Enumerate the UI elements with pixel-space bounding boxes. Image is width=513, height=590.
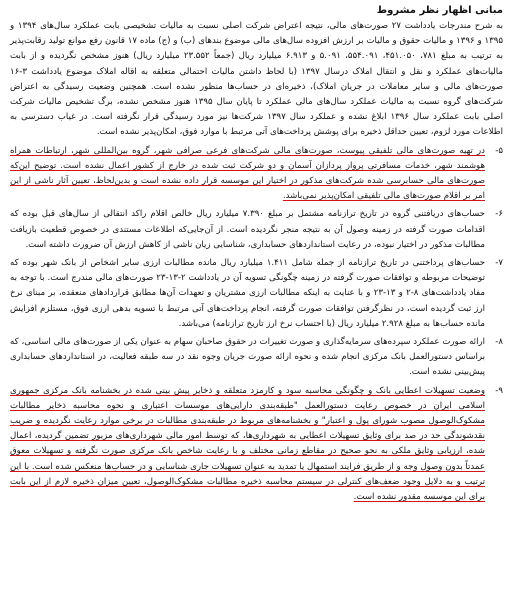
item-text: ارائه صورت عملکرد سپرده‌های سرمایه‌گذاری و صورت تغییرات در حقوق صاحبان سهام به عنوان یکی از صورت‌های مالی اساسی، که براساس دستورالعمل بانک مرکزی انجام شده و نحوه ارائه صورت جریان وجوه نقد در سه طبقه فعالیت، در استانداردهای حسابداری پیش‌بینی نشده است. [10,337,485,378]
finding-item-6 [10,207,503,253]
item-text: وضعیت تسهیلات اعطایی بانک و چگونگی محاسبه سود و کارمزد متعلقه و ذخایر پیش بینی شده در بخشنامه بانک مرکزی جمهوری اسلامی ایران در خصوص رعایت دستورالعمل "طبقه‌بندی دارایی‌های موسسات اعتباری و نحوه محاسبه ذخایر مطالبات مشکوک‌الوصول مصوب شورای پول و اعتبار" و بخشنامه‌های مربوط در طبقه‌بندی مطالبات در برخی موارد رعایت نگردیده و ضریب نقدشوندگی حد در صد برای وثایق تسهیلات اعطایی به شهرداری‌ها، که توسط امور مالی شهرداری‌های مزبور تضمین گردیده، اعمال شده، ارزیابی وثایق ملکی به نحو صحیح در مقاطع زمانی مختلف و با رعایت شاخص بانک مرکزی صورت نگرفته و تسهیلات معوق عمدتاً بدون وصول وجه و از طریق فرایند استمهال یا تمدید به عنوان تسهیلات جاری شناسایی و در حساب‌ها منعکس شده است. با این ترتیب و به دلایل وجود ضعف‌های کنترلی در سیستم محاسبه ذخیره مطالبات مشکوک‌الوصول، تعیین میزان ذخیره لازم از این بابت برای این موسسه مقدور نشده است. [10,385,485,503]
finding-item-9 [10,384,503,506]
item-number: ۶- [495,209,503,220]
finding-item-8 [10,335,503,381]
item-number: ۵- [495,145,503,156]
intro-paragraph: به شرح مندرجات یادداشت ۲۷ صورت‌های مالی، نتیجه اعتراض شرکت اصلی نسبت به مالیات تشخیصی بابت عملکرد سال‌های ۱۳۹۴ و ۱۳۹۵ و ۱۳۹۶ و مالیات حقوق و مالیات بر ارزش افزوده سال‌های مالی موضوع بندهای (ب) و (ج) ماده ۱۷ قانون رفع موانع تولید رقابت‌پذیر به ترتیب به مبلغ ۷۸۱، ۴۵۱.۰۵۰، ۵۵۴.۰۹۱، ۵.۰۹۱ و ۶.۹۱۳ میلیارد ریال (جمعاً ۲۳.۵۵۲ میلیارد ریال) هنوز مشخص نگردیده و از بابت مالیات‌های عملکرد و نقل و انتقال املاک درسال ۱۳۹۷ (با لحاظ داشتن مالیات احتمالی متعلقه به اقاله املاک موضوع یادداشت ۳-۱۶ صورت‌های مالی و سایر معاملات در جریان املاک)، ذخیره‌ای در حساب‌ها منظور نشده است. همچنین وضعیت رسیدگی به اعتراض شرکت‌های گروه نسبت به مالیات عملکرد سال‌های مالی عملکرد تا پایان سال ۱۳۹۵ هنوز مشخص نشده، برگ تشخیص مالیات شرکت اصلی بابت عملکرد سال ۱۳۹۶ ابلاغ نشده و عملکرد سال ۱۳۹۷ شرکت‌ها نیز مورد رسیدگی قرار نگرفته است. در غیاب دسترسی به اطلاعات مورد لزوم، تعیین حداقل ذخیره برای پوشش پرداخت‌های آتی مرتبط با موارد فوق، امکان‌پذیر نشده است. [10,21,504,138]
item-number: ۷- [495,258,503,269]
finding-item-7 [10,256,503,332]
item-number: ۹- [495,385,503,396]
item-text: حساب‌های پرداختنی در تاریخ ترازنامه از جمله شامل ۱.۴۱۱ میلیارد ریال مانده مطالبات ارزی سایر اشخاص از بانک شهر بوده که توضیحات مربوطه و توافقات صورت گرفته در زمینه چگونگی تسویه آن در یادداشت ۲-۱۳-۲۳ صورت‌های مالی مندرج است. با توجه به مفاد یادداشت‌های ۸-۲ و ۱۳-۲۳ و با عنایت به اینکه مطالبات ارزی مشتریان و تعهدات آن‌ها مطابق قراردادهای منعقده، بر مبنای نرخ ارز ثبت گردیده است، در نظرگرفتن توافقات صورت گرفته، انجام پرداخت‌های آتی مرتبط با تسویه بدهی ارزی فوق، مستلزم افزایش مانده حساب‌ها به مبلغ ۲.۹۲۸ میلیارد ریال (با احتساب نرخ ارز تاریخ ترازنامه) می‌باشد. [10,258,486,329]
section-heading: مبانی اظهار نظر مشروط [376,5,503,16]
item-text: حساب‌های دریافتنی گروه در تاریخ ترازنامه مشتمل بر مبلغ ۷.۳۹۰ میلیارد ریال خالص اقلام راکد انتقالی از سال‌های قبل بوده که اقدامات صورت گرفته در زمینه وصول آن به نتیجه منجر نگردیده است. از آن‌جایی‌که اطلاعات مستندی در خصوص قطعیت بازیافت مطالبات مذکور در اختیار نبوده، در رعایت استانداردهای حسابداری، شناسایی زیان ناشی از کاهش ارزش آن ضرورت داشته است. [10,209,485,250]
finding-item-5 [10,144,503,205]
item-number: ۸- [495,337,503,348]
item-text: در تهیه صورت‌های مالی تلفیقی پیوست، صورت‌های مالی شرکت‌های فرعی صرافی شهر، گروه بین‌المللی شهر، ارتباطات همراه هوشمند شهر، خدمات مسافرتی پرواز پردازان آسمان و دو شرکت ثبت شده در خارج از کشور اعمال نشده است. توضیح این‌که صورت‌های مالی حسابرسی شده شرکت‌های مذکور در اختیار این موسسه قرار داده نشده است و بدین‌لحاظ، تعیین آثار ناشی از این امر بر اقلام صورت‌های مالی تلفیقی امکان‌پذیر نمی‌باشد. [10,145,485,202]
